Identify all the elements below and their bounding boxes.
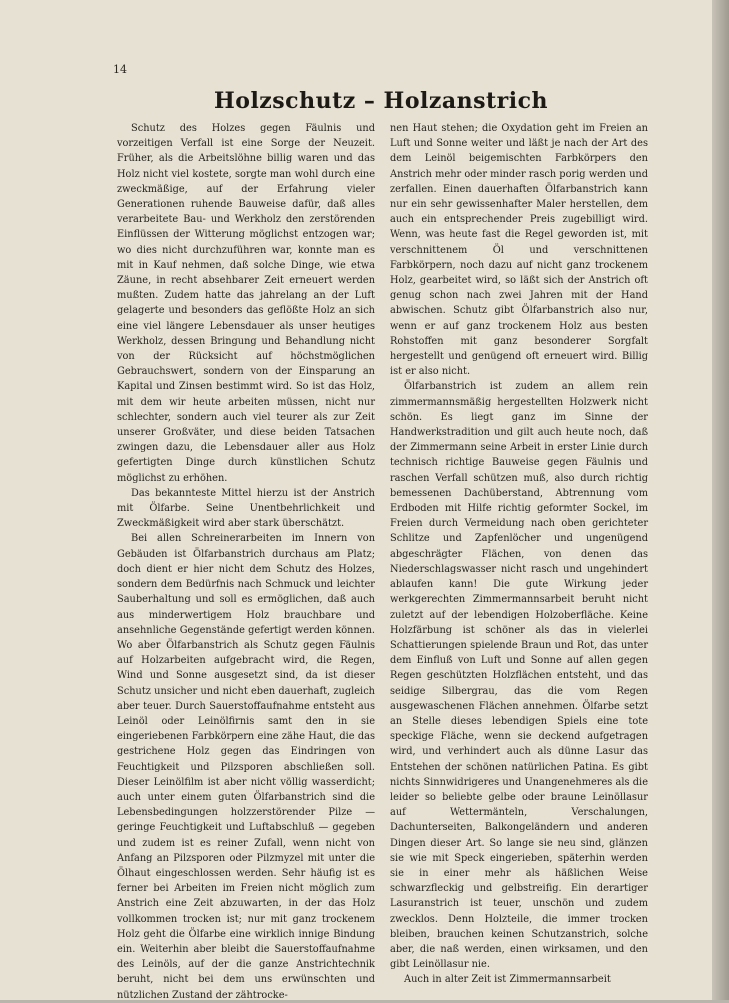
paragraph: Ölfarbanstrich ist zudem an allem rein zimmermannsmäßig hergestellten Holzwerk nicht schön. Es liegt ganz im Sinne der Handwerkstradition und gilt auch heute noch, daß der Zimmermann seine Arbeit in erster Linie durch technisch richtige Bauweise gegen Fäulnis und raschen Verfall schützen muß, also durch richtig bemessenen Dachüberstand, Abtrennung vom Erdboden mit Hilfe richtig geformter Sockel, im Freien durch Vermeidung nach oben gerichteter Schlitze und Zapfenlöcher und ungenügend abgeschrägter Flächen, von denen das Niederschlagswasser nicht rasch und ungehindert ablaufen kann! Die gute Wirkung jeder werkgerechten Zimmermannsarbeit beruht nicht zuletzt auf der lebendigen Holzoberfläche. Keine Holzfärbung ist schöner als das in vielerlei Schattierungen spielende Braun und Rot, das unter dem Einfluß von Luft und Sonne auf allen gegen Regen geschützten Holzflächen entsteht, und das seidige Silbergrau, das die vom Regen ausgewaschenen Flächen annehmen. Ölfarbe setzt an Stelle dieses lebendigen Spiels eine tote speckige Fläche, wenn sie deckend aufgetragen wird, und verhindert auch als dünne Lasur das Entstehen der schönen natürlichen Patina. Es gibt nichts Sinnwidrigeres und Unangenehmeres als die leider so beliebte gelbe oder braune Leinöllasur auf Wettermänteln, Verschalungen, Dachunterseiten, Balkongeländern und anderen Dingen dieser Art. So lange sie neu sind, glänzen sie wie mit Speck eingerieben, späterhin werden sie in einer mehr als häßlichen Weise schwarzfleckig und gelbstreifig. Ein derartiger Lasuranstrich ist teuer, unschön und zudem zwecklos. Denn Holzteile, die immer trocken bleiben, brauchen keinen Schutzanstrich, solche aber, die naß werden, einen wirksamen, und den gibt Leinöllasur nie.	[390, 381, 648, 971]
paragraph: Das bekannteste Mittel hierzu ist der Anstrich mit Ölfarbe. Seine Unentbehrlichkeit und Zweckmäßigkeit wird aber stark überschätzt.	[117, 487, 375, 530]
page-title: Holzschutz – Holzanstrich	[213, 88, 548, 114]
text-column-right	[390, 121, 648, 986]
page-edge	[712, 0, 729, 1000]
paragraph: Schutz des Holzes gegen Fäulnis und vorzeitigen Verfall ist eine Sorge der Neuzeit. Früher, als die Arbeitslöhne billig waren und das Holz nicht viel kostete, sorgte man wohl durch eine zweckmäßige, auf der Erfahrung vieler Generationen ruhende Bauweise dafür, daß alles verarbeitete Bau- und Werkholz den zerstörenden Einflüssen der Witterung möglichst entzogen war; wo dies nicht durchzuführen war, konnte man es mit in Kauf nehmen, daß solche Dinge, wie etwa Zäune, in recht absehbarer Zeit erneuert werden mußten. Zudem hatte das jahrelang an der Luft gelagerte und besonders das geflößte Holz an sich eine viel längere Lebensdauer als unser heutiges Werkholz, dessen Bringung und Behandlung nicht von der Rücksicht auf höchstmöglichen Gebrauchswert, sondern von der Einsparung an Kapital und Zinsen bestimmt wird. So ist das Holz, mit dem wir heute arbeiten müssen, nicht nur schlechter, sondern auch viel teurer als zur Zeit unserer Großväter, und diese beiden Tatsachen zwingen dazu, die Lebensdauer aller aus Holz gefertigten Dinge durch künstlichen Schutz möglichst zu erhöhen.	[117, 123, 375, 484]
paragraph: nen Haut stehen; die Oxydation geht im Freien an Luft und Sonne weiter und läßt je nach der Art des dem Leinöl beigemischten Farbkörpers den Anstrich mehr oder minder rasch porig werden und zerfallen. Einen dauerhaften Ölfarbanstrich kann nur ein sehr gewissenhafter Maler herstellen, dem auch ein entsprechender Preis zugebilligt wird. Wenn, was heute fast die Regel geworden ist, mit verschnittenem Öl und verschnittenen Farbkörpern, noch dazu auf nicht ganz trockenem Holz, gearbeitet wird, so läßt sich der Anstrich oft genug schon nach zwei Jahren mit der Hand abwischen. Schutz gibt Ölfarbanstrich also nur, wenn er auf ganz trockenem Holz aus besten Rohstoffen mit ganz besonderer Sorgfalt hergestellt und genügend oft erneuert wird. Billig ist er also nicht.	[390, 123, 648, 378]
text-column-left	[117, 121, 375, 1001]
paragraph: Bei allen Schreinerarbeiten im Innern von Gebäuden ist Ölfarbanstrich durchaus am Platz; doch dient er hier nicht dem Schutz des Holzes, sondern dem Bedürfnis nach Schmuck und leichter Sauberhaltung und soll es ermöglichen, daß auch aus minderwertigem Holz brauchbare und ansehnliche Gegenstände gefertigt werden können. Wo aber Ölfarbanstrich als Schutz gegen Fäulnis auf Holzarbeiten aufgebracht wird, die Regen, Wind und Sonne ausgesetzt sind, da ist dieser Schutz unsicher und nicht eben dauerhaft, zugleich aber teuer. Durch Sauerstoffaufnahme entsteht aus Leinöl oder Leinölfirnis samt den in sie eingeriebenen Farbkörpern eine zähe Haut, die das gestrichene Holz gegen das Eindringen von Feuchtigkeit und Pilzsporen abschließen soll. Dieser Leinölfilm ist aber nicht völlig wasserdicht; auch unter einem guten Ölfarbanstrich sind die Lebensbedingungen holzzerstörender Pilze — geringe Feuchtigkeit und Luftabschluß — gegeben und zudem ist es reiner Zufall, wenn nicht von Anfang an Pilzsporen oder Pilzmyzel mit unter die Ölhaut eingeschlossen werden. Sehr häufig ist es ferner bei Arbeiten im Freien nicht möglich zum Anstrich eine Zeit abzuwarten, in der das Holz vollkommen trocken ist; nur mit ganz trockenem Holz geht die Ölfarbe eine wirklich innige Bindung ein. Weiterhin aber bleibt die Sauerstoffaufnahme des Leinöls, auf der die ganze Anstrichtechnik beruht, nicht bei dem uns erwünschten und nützlichen Zustand der zähtrocke-	[117, 533, 375, 1001]
page-number: 14	[113, 63, 127, 76]
paragraph: Auch in alter Zeit ist Zimmermannsarbeit	[404, 974, 611, 986]
